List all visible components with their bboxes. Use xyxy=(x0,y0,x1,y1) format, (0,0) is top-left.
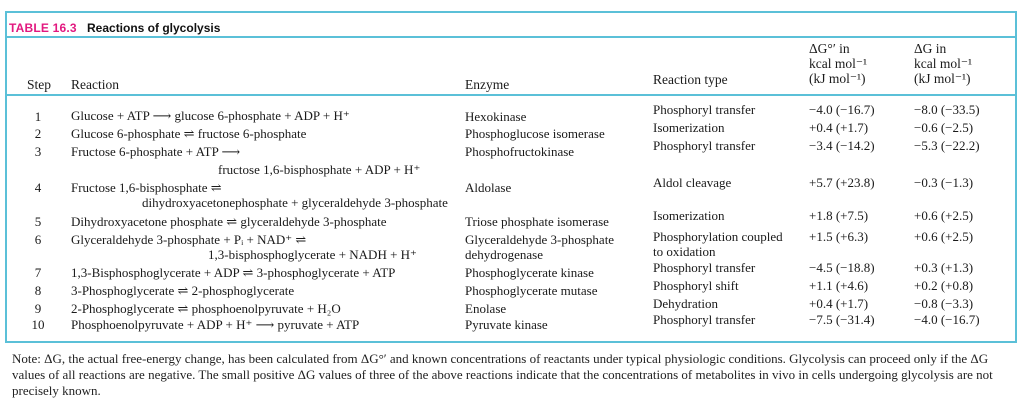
delta-g-standard: +0.4 (+1.7) xyxy=(809,296,869,311)
reaction: 3-Phosphoglycerate ⇌ 2-phosphoglycerate xyxy=(71,283,295,298)
header-dg-line1: ΔG in xyxy=(914,41,947,56)
reaction: Fructose 6-phosphate + ATP ⟶ xyxy=(71,144,241,159)
delta-g-standard: +5.7 (+23.8) xyxy=(809,175,875,190)
reaction-type: Dehydration xyxy=(653,296,718,311)
reaction: Phosphoenolpyruvate + ADP + H⁺ ⟶ pyruvate + ATP xyxy=(71,317,360,332)
table-footnote: Note: ΔG, the actual free-energy change, has been calculated from ΔG°′ and known concentrations of reactants under typical physiologic conditions. Glycolysis can proceed only if the ΔG values of all reactions are negative. The small positive ΔG values of three of the above reactions indicate that the concentrations of metabolites in vivo in cells undergoing glycolysis are not precisely known. xyxy=(12,351,993,398)
reaction: Glyceraldehyde 3-phosphate + Pᵢ + NAD⁺ ⇌ xyxy=(71,232,307,247)
delta-g: −0.3 (−1.3) xyxy=(914,175,974,190)
delta-g-standard: +1.5 (+6.3) xyxy=(809,229,869,244)
enzyme: Phosphofructokinase xyxy=(465,144,575,159)
enzyme: Hexokinase xyxy=(465,109,527,124)
enzyme: Pyruvate kinase xyxy=(465,317,548,332)
header-reaction: Reaction xyxy=(71,77,119,92)
delta-g: −5.3 (−22.2) xyxy=(914,138,980,153)
enzyme: Triose phosphate isomerase xyxy=(465,214,609,229)
delta-g-standard: −4.0 (−16.7) xyxy=(809,102,875,117)
header-enzyme: Enzyme xyxy=(465,77,510,92)
step-number: 9 xyxy=(34,301,42,316)
delta-g: +0.3 (+1.3) xyxy=(914,260,974,275)
step-number: 6 xyxy=(34,232,42,247)
enzyme: Phosphoglucose isomerase xyxy=(465,126,605,141)
delta-g-standard: −4.5 (−18.8) xyxy=(809,260,875,275)
reaction-type: Aldol cleavage xyxy=(653,175,732,190)
reaction-type: Phosphorylation coupled xyxy=(653,229,783,244)
step-number: 4 xyxy=(34,180,42,195)
step-number: 1 xyxy=(34,109,42,124)
step-number: 3 xyxy=(34,144,42,159)
header-divider xyxy=(5,94,1017,96)
reaction-type: Isomerization xyxy=(653,120,725,135)
header-reaction-type: Reaction type xyxy=(653,72,728,87)
reaction-type: Phosphoryl transfer xyxy=(653,260,756,275)
delta-g-standard: −7.5 (−31.4) xyxy=(809,312,875,327)
header-dg-line3: (kJ mol⁻¹) xyxy=(914,71,971,86)
step-number: 5 xyxy=(34,214,42,229)
delta-g: −8.0 (−33.5) xyxy=(914,102,980,117)
reaction-type-continued: to oxidation xyxy=(653,244,716,259)
delta-g: −0.6 (−2.5) xyxy=(914,120,974,135)
reaction-continued: fructose 1,6-bisphosphate + ADP + H⁺ xyxy=(218,162,421,177)
delta-g-standard: +1.1 (+4.6) xyxy=(809,278,869,293)
enzyme: Phosphoglycerate kinase xyxy=(465,265,594,280)
delta-g: +0.6 (+2.5) xyxy=(914,208,974,223)
header-dg0-line1: ΔG°′ in xyxy=(809,41,850,56)
reaction-type: Isomerization xyxy=(653,208,725,223)
reaction: Dihydroxyacetone phosphate ⇌ glyceraldehyde 3-phosphate xyxy=(71,214,387,229)
reaction-type: Phosphoryl transfer xyxy=(653,138,756,153)
reaction: 2-Phosphoglycerate ⇌ phosphoenolpyruvate + H₂O xyxy=(71,301,341,316)
enzyme: Glyceraldehyde 3-phosphate xyxy=(465,232,615,247)
delta-g: −4.0 (−16.7) xyxy=(914,312,980,327)
enzyme-continued: dehydrogenase xyxy=(465,247,543,262)
reaction-continued: dihydroxyacetonephosphate + glyceraldehyde 3-phosphate xyxy=(142,195,448,210)
delta-g: −0.8 (−3.3) xyxy=(914,296,974,311)
enzyme: Aldolase xyxy=(465,180,512,195)
header-dg0-line3: (kJ mol⁻¹) xyxy=(809,71,866,86)
delta-g: +0.2 (+0.8) xyxy=(914,278,974,293)
delta-g-standard: −3.4 (−14.2) xyxy=(809,138,875,153)
reaction-type: Phosphoryl transfer xyxy=(653,312,756,327)
step-number: 7 xyxy=(34,265,42,280)
header-step: Step xyxy=(27,77,52,92)
step-number: 8 xyxy=(34,283,42,298)
reaction: 1,3-Bisphosphoglycerate + ADP ⇌ 3-phosphoglycerate + ATP xyxy=(71,265,396,280)
enzyme: Enolase xyxy=(465,301,507,316)
reaction: Glucose 6-phosphate ⇌ fructose 6-phosphate xyxy=(71,126,307,141)
table-label: TABLE 16.3 xyxy=(9,21,77,35)
header-dg-line2: kcal mol⁻¹ xyxy=(914,56,973,71)
reaction-type: Phosphoryl transfer xyxy=(653,102,756,117)
step-number: 10 xyxy=(31,317,45,332)
delta-g: +0.6 (+2.5) xyxy=(914,229,974,244)
reaction: Glucose + ATP ⟶ glucose 6-phosphate + ADP + H⁺ xyxy=(71,108,350,123)
delta-g-standard: +1.8 (+7.5) xyxy=(809,208,869,223)
reaction: Fructose 1,6-bisphosphate ⇌ xyxy=(71,180,222,195)
header-dg0-line2: kcal mol⁻¹ xyxy=(809,56,868,71)
reaction-continued: 1,3-bisphosphoglycerate + NADH + H⁺ xyxy=(208,247,417,262)
delta-g-standard: +0.4 (+1.7) xyxy=(809,120,869,135)
table-title: Reactions of glycolysis xyxy=(87,21,221,35)
step-number: 2 xyxy=(34,126,42,141)
reaction-type: Phosphoryl shift xyxy=(653,278,739,293)
enzyme: Phosphoglycerate mutase xyxy=(465,283,598,298)
